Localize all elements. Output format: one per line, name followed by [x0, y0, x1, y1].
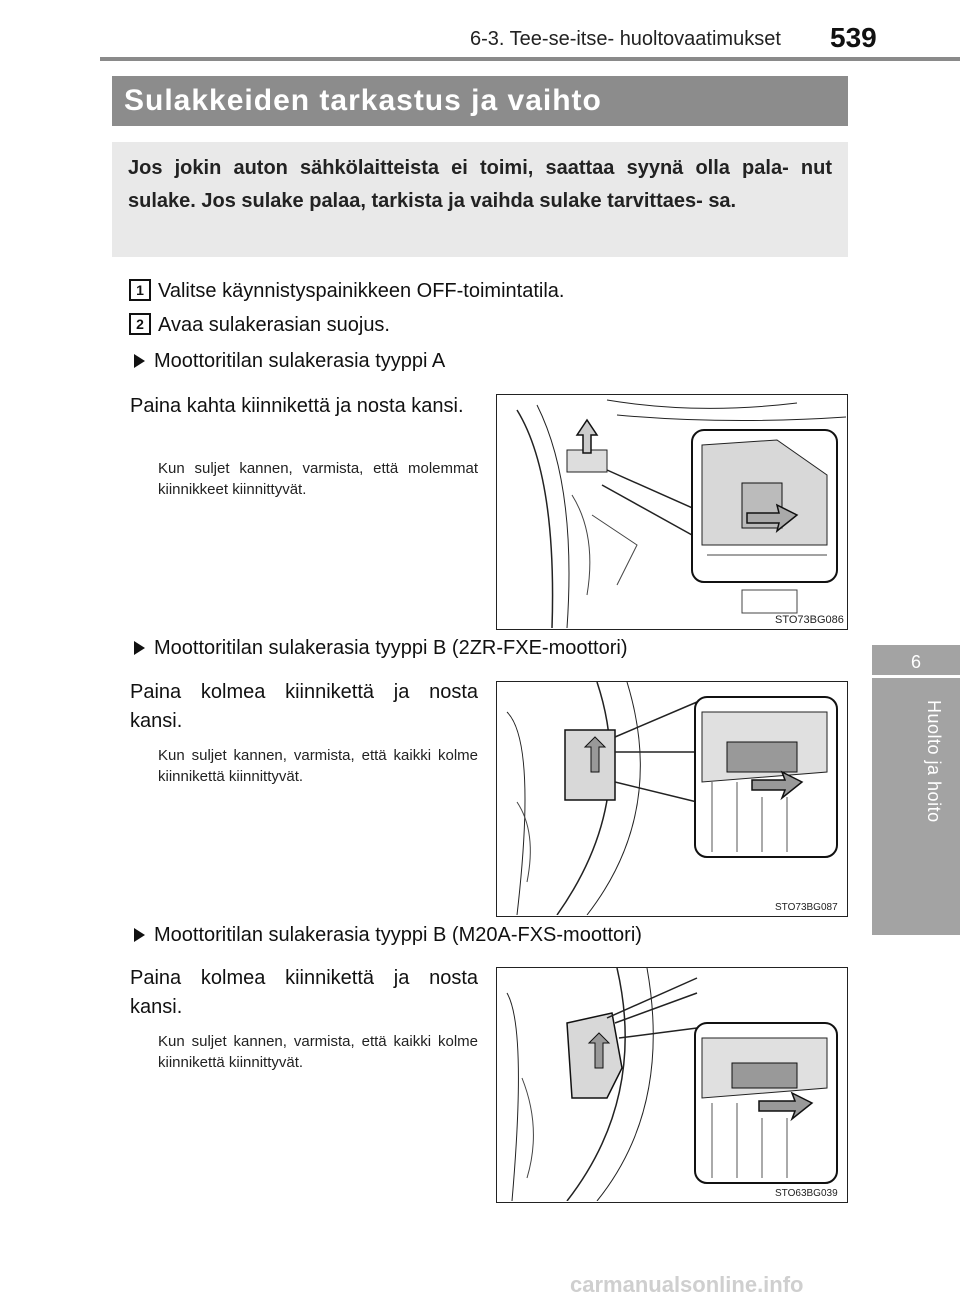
step-1-badge: 1: [129, 279, 151, 301]
subsection-a-note: Kun suljet kannen, varmista, että molemmat kiinnikkeet kiinnittyvät.: [158, 460, 478, 498]
figure-fusebox-type-b-m20a: [496, 967, 848, 1203]
fusebox-b-m20a-illustration: [497, 968, 846, 1201]
chapter-tab-divider: [872, 675, 960, 678]
subsection-a-heading: [134, 350, 445, 373]
subsection-b-heading-text: Moottoritilan sulakerasia tyyppi B (2ZR-FXE-moottori): [154, 637, 628, 659]
step-2-badge: 2: [129, 313, 151, 335]
page-title: Sulakkeiden tarkastus ja vaihto: [112, 76, 848, 126]
figure-a-code: STO73BG086: [775, 614, 844, 626]
page-number: 539: [830, 22, 877, 53]
subsection-c-instruction: Paina kolmea kiinnikettä ja nosta kansi.: [130, 967, 478, 1018]
subsection-c-note: Kun suljet kannen, varmista, että kaikki kolme kiinnikettä kiinnittyvät.: [158, 1033, 478, 1071]
figure-b-2zr-code: STO73BG087: [775, 902, 838, 913]
subsection-c-heading-text: Moottoritilan sulakerasia tyyppi B (M20A-FXS-moottori): [154, 924, 642, 946]
figure-fusebox-type-a: [496, 394, 848, 630]
watermark: carmanualsonline.info: [570, 1272, 804, 1297]
fusebox-b-2zr-illustration: [497, 682, 846, 915]
subsection-a-heading-text: Moottoritilan sulakerasia tyyppi A: [154, 350, 446, 372]
section-title: 6-3. Tee-se-itse- huoltovaatimukset: [470, 28, 781, 50]
subsection-b-instruction: Paina kolmea kiinnikettä ja nosta kansi.: [130, 681, 478, 732]
subsection-a-instruction: Paina kahta kiinnikettä ja nosta kansi.: [130, 395, 464, 417]
triangle-bullet-icon: [134, 354, 145, 368]
header-rule: [100, 57, 960, 61]
figure-b-m20a-code: STO63BG039: [775, 1188, 838, 1199]
figure-fusebox-type-b-2zr: [496, 681, 848, 917]
step-2-text: Avaa sulakerasian suojus.: [158, 314, 390, 336]
intro-box: Jos jokin auton sähkölaitteista ei toimi, saattaa syynä olla pala- nut sulake. Jos sulake palaa, tarkista ja vaihda sulake tarvittaes- sa.: [112, 142, 848, 257]
step-1-text: Valitse käynnistyspainikkeen OFF-toimintatila.: [158, 280, 565, 302]
triangle-bullet-icon: [134, 641, 145, 655]
chapter-number: 6: [910, 652, 921, 672]
triangle-bullet-icon: [134, 928, 145, 942]
subsection-b-heading: [134, 637, 627, 660]
subsection-c-heading: [134, 924, 642, 947]
chapter-label: Huolto ja hoito: [924, 700, 944, 823]
fusebox-a-illustration: [497, 395, 846, 628]
subsection-b-note: Kun suljet kannen, varmista, että kaikki kolme kiinnikettä kiinnittyvät.: [158, 747, 478, 785]
